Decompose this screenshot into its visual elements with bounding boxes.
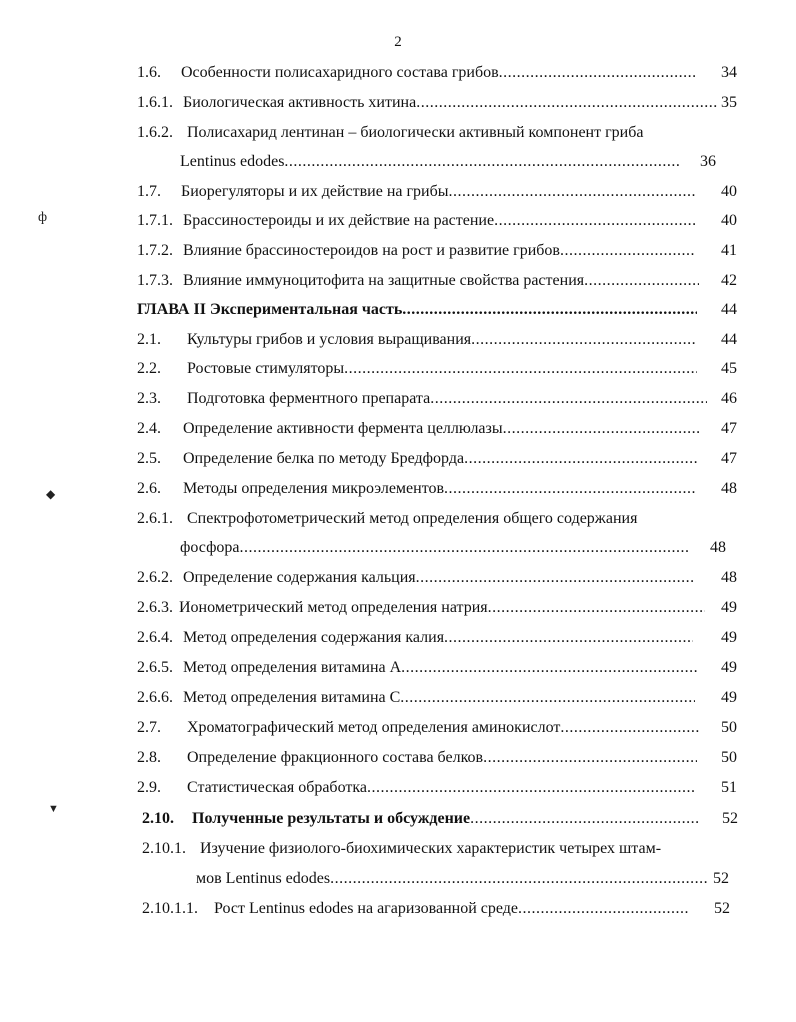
entry-title: Метод определения витамина С: [183, 689, 401, 706]
entry-number: 1.7.: [137, 183, 161, 200]
entry-number: 2.4.: [137, 420, 161, 437]
toc-entry: [137, 358, 737, 380]
entry-number: 2.6.5.: [137, 659, 173, 676]
toc-entry: [137, 747, 737, 769]
entry-title: Определение содержания кальция: [183, 569, 416, 586]
entry-title: Хроматографический метод определения аминокислот: [187, 719, 561, 736]
entry-number: 2.6.4.: [137, 629, 173, 646]
entry-page: 48: [710, 539, 726, 556]
entry-page: 52: [714, 900, 730, 917]
entry-number: 1.7.3.: [137, 272, 173, 289]
entry-page: 49: [721, 599, 737, 616]
entry-title: Особенности полисахаридного состава грибов: [181, 64, 499, 81]
toc-entry-continuation: [196, 868, 729, 890]
entry-title: Изучение физиолого-биохимических характеристик четырех штам-: [200, 840, 662, 857]
entry-title: Спектрофотометрический метод определения общего содержания: [187, 510, 638, 527]
toc-entry: [137, 717, 737, 739]
entry-title: Ионометрический метод определения натрия: [179, 599, 488, 616]
entry-number: 2.7.: [137, 719, 161, 736]
entry-page: 47: [721, 450, 737, 467]
entry-title: Влияние иммуноцитофита на защитные свойства растения: [183, 272, 585, 289]
toc-entry: [137, 448, 737, 470]
toc-entry: [137, 181, 737, 203]
entry-title: Полученные результаты и обсуждение: [192, 810, 471, 827]
scan-speck: ▼: [48, 803, 59, 815]
entry-title: Определение активности фермента целлюлазы: [183, 420, 503, 437]
entry-number: 2.5.: [137, 450, 161, 467]
entry-title: Статистическая обработка: [187, 779, 367, 796]
toc-entry: [137, 478, 737, 500]
entry-title: Метод определения содержания калия: [183, 629, 445, 646]
entry-page: 52: [722, 810, 738, 827]
entry-number: 1.6.: [137, 64, 161, 81]
toc-entry: [137, 777, 737, 799]
toc-section: [142, 808, 738, 830]
entry-number: 2.6.2.: [137, 569, 173, 586]
toc-entry: [137, 329, 737, 351]
entry-page: 51: [721, 779, 737, 796]
entry-page: 48: [721, 569, 737, 586]
entry-number: 2.6.1.: [137, 510, 173, 527]
toc-entry: [142, 898, 730, 920]
entry-title: Влияние брассиностероидов на рост и развитие грибов: [183, 242, 560, 259]
entry-number: 2.6.6.: [137, 689, 173, 706]
entry-title: Методы определения микроэлементов: [183, 480, 445, 497]
toc-entry: [137, 567, 737, 589]
toc-entry: [142, 838, 738, 860]
entry-number: 2.10.1.: [142, 840, 186, 857]
entry-number: 1.7.2.: [137, 242, 173, 259]
toc-entry: [137, 240, 737, 262]
toc-entry: [137, 388, 737, 410]
entry-title: Культуры грибов и условия выращивания: [187, 331, 472, 348]
entry-number: 2.3.: [137, 390, 161, 407]
toc-entry: [137, 92, 737, 114]
entry-title: мов Lentinus edodes: [196, 870, 331, 887]
toc-entry: [137, 597, 737, 619]
entry-page: 44: [721, 331, 737, 348]
toc-entry: [137, 508, 737, 530]
entry-page: 49: [721, 629, 737, 646]
scan-speck: ◆: [46, 487, 56, 501]
entry-number: 2.8.: [137, 749, 161, 766]
entry-number: 2.1.: [137, 331, 161, 348]
entry-number: 2.6.: [137, 480, 161, 497]
entry-title: Полисахарид лентинан – биологически активный компонент гриба: [187, 124, 644, 141]
entry-page: 50: [721, 719, 737, 736]
entry-page: 35: [721, 94, 737, 111]
entry-title: фосфора: [180, 539, 240, 556]
entry-page: 36: [700, 153, 716, 170]
entry-page: 42: [721, 272, 737, 289]
entry-title: Ростовые стимуляторы: [187, 360, 345, 377]
toc-entry: [137, 62, 737, 84]
entry-page: 41: [721, 242, 737, 259]
entry-number: 1.6.2.: [137, 124, 173, 141]
toc-chapter: [137, 299, 737, 321]
entry-title: Подготовка ферментного препарата: [187, 390, 431, 407]
entry-title: Lentinus edodes: [180, 153, 285, 170]
entry-number: 1.7.1.: [137, 212, 173, 229]
toc-entry: [137, 657, 737, 679]
entry-number: 2.9.: [137, 779, 161, 796]
entry-page: 47: [721, 420, 737, 437]
toc-entry: [137, 418, 737, 440]
entry-title: Брассиностероиды и их действие на растение: [183, 212, 495, 229]
entry-page: 49: [721, 689, 737, 706]
entry-page: 50: [721, 749, 737, 766]
entry-number: 1.6.1.: [137, 94, 173, 111]
entry-number: 2.10.1.1.: [142, 900, 198, 917]
toc-entry: [137, 627, 737, 649]
toc-entry: [137, 210, 737, 232]
toc-entry-continuation: [180, 537, 726, 559]
entry-page: 52: [713, 870, 729, 887]
entry-title: Биологическая активность хитина: [183, 94, 417, 111]
entry-title: Рост Lentinus edodes на агаризованной среде: [214, 900, 518, 917]
entry-title: Определение фракционного состава белков: [187, 749, 484, 766]
toc-entry-continuation: [180, 151, 716, 173]
entry-title: Метод определения витамина А: [183, 659, 402, 676]
entry-page: 40: [721, 183, 737, 200]
scan-speck: ф: [38, 210, 48, 225]
entry-number: 2.6.3.: [137, 599, 173, 616]
entry-page: 34: [721, 64, 737, 81]
entry-page: 40: [721, 212, 737, 229]
entry-number: 2.10.: [142, 810, 174, 827]
entry-page: 46: [721, 390, 737, 407]
entry-page: 49: [721, 659, 737, 676]
entry-page: 48: [721, 480, 737, 497]
entry-page: 44: [721, 301, 737, 318]
toc-entry: [137, 270, 737, 292]
entry-title: Биорегуляторы и их действие на грибы: [181, 183, 449, 200]
entry-number: 2.2.: [137, 360, 161, 377]
page-number: 2: [394, 34, 402, 50]
entry-page: 45: [721, 360, 737, 377]
entry-title: Определение белка по методу Бредфорда: [183, 450, 465, 467]
toc-entry: [137, 687, 737, 709]
chapter-title: ГЛАВА II Экспериментальная часть: [137, 301, 403, 318]
toc-entry: [137, 122, 737, 144]
